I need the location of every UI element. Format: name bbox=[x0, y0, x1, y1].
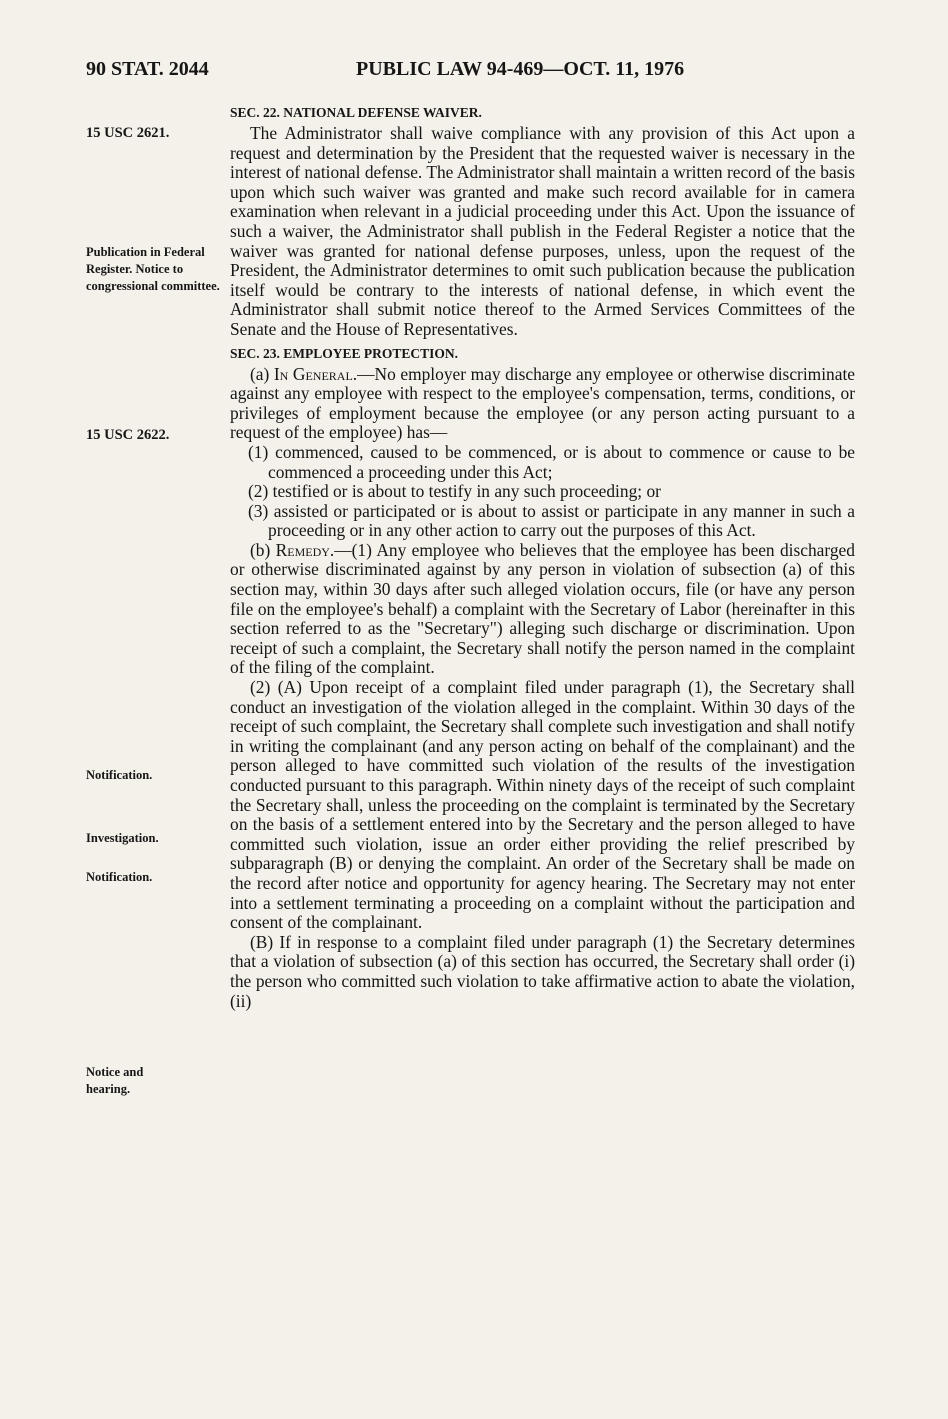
subsection-b bbox=[230, 541, 855, 678]
subsection-a-text: —No employer may discharge any employee or otherwise discriminate against any employee with respect to the employee's compensation, terms, conditions, or privileges of employment because the employee (or any person acting pursuant to a request of the employee) has— bbox=[230, 363, 855, 443]
stat-page-number: 90 STAT. 2044 bbox=[86, 58, 209, 80]
margin-note-investigation: Investigation. bbox=[86, 831, 159, 845]
section-22-heading: SEC. 22. NATIONAL DEFENSE WAIVER. bbox=[230, 105, 482, 120]
subsection-b-text: —(1) Any employee who believes that the employee has been discharged or otherwise discriminated against by any person in violation of subsection (a) of this section may, within 30 days after such alleged violation occurs, file (or have any person file on the employee's behalf) a complaint with the Secretary of Labor (hereinafter in this section referred to as the "Secretary") alleging such discharge or discrimination. Upon receipt of such a complaint, the Secretary shall notify the person named in the complaint of the filing of the complaint. bbox=[230, 539, 855, 678]
paragraph-1: (1) commenced, caused to be commenced, or is about to commence or cause to be commenced a proceeding under this Act; bbox=[248, 441, 855, 482]
paragraph-3: (3) assisted or participated or is about to assist or participate in any manner in such a proceeding or in any other action to carry out the purposes of this Act. bbox=[248, 500, 855, 541]
margin-note-notification: Notification. bbox=[86, 768, 153, 782]
paragraph-2-a: (2) (A) Upon receipt of a complaint filed under paragraph (1), the Secretary shall conduct an investigation of the violation alleged in the complaint. Within 30 days of the receipt of such complaint, the Secretary shall complete such investigation and shall notify in writing the complainant (and any person acting on behalf of the complainant) and the person alleged to have committed such violation of the results of the investigation conducted pursuant to this paragraph. Within ninety days of the receipt of such complaint the Secretary shall, unless the proceeding on the complaint is terminated by the Secretary on the basis of a settlement entered into by the Secretary and the person alleged to have committed such violation, issue an order either providing the relief prescribed by subparagraph (B) or denying the complaint. An order of the Secretary shall be made on the record after notice and opportunity for agency hearing. The Secretary may not enter into a settlement terminating a proceeding on a complaint without the participation and consent of the complainant. bbox=[230, 677, 855, 933]
section-23-heading: SEC. 23. EMPLOYEE PROTECTION. bbox=[230, 345, 459, 361]
paragraph-2-b: (B) If in response to a complaint filed under paragraph (1) the Secretary determines that a violation of subsection (a) of this section has occurred, the Secretary shall order (i) the person who committed such violation to take affirmative action to abate the violation, (ii) bbox=[230, 931, 855, 1011]
subsection-b-label: (b) bbox=[250, 539, 276, 560]
paragraph-2: (2) testified or is about to testify in any such proceeding; or bbox=[248, 481, 661, 502]
public-law-title: PUBLIC LAW 94-469—OCT. 11, 1976 bbox=[356, 58, 685, 80]
margin-note-usc-2622: 15 USC 2622. bbox=[86, 427, 170, 443]
subsection-a-caption: In General. bbox=[273, 363, 358, 384]
margin-note-notification: Notification. bbox=[86, 870, 153, 884]
margin-note-usc-2621: 15 USC 2621. bbox=[86, 125, 170, 141]
section-22-text: The Administrator shall waive compliance with any provision of this Act upon a request and determination by the President that the requested waiver is necessary in the interest of national defense. The Administrator shall maintain a written record of the basis upon which such waiver was granted and make such record available for in camera examination when relevant in a judicial proceeding under this Act. Upon the issuance of such a waiver, the Administrator shall publish in the Federal Register a notice that the waiver was granted for national defense purposes, unless, upon the request of the President, the Administrator determines to omit such publication because the publication itself would be contrary to the interests of national defense, in which event the Administrator shall submit notice thereof to the Armed Services Committees of the Senate and the House of Representatives. bbox=[230, 123, 855, 339]
subsection-a-label: (a) bbox=[250, 363, 274, 384]
margin-note-publication: Publication in Federal Register. Notice to congressional committee. bbox=[86, 245, 220, 293]
statute-body bbox=[230, 103, 855, 1011]
running-head bbox=[86, 58, 886, 88]
subsection-a bbox=[230, 365, 855, 443]
subsection-b-caption: Remedy. bbox=[275, 539, 335, 560]
margin-note-notice-hearing: Notice and hearing. bbox=[86, 1065, 144, 1096]
